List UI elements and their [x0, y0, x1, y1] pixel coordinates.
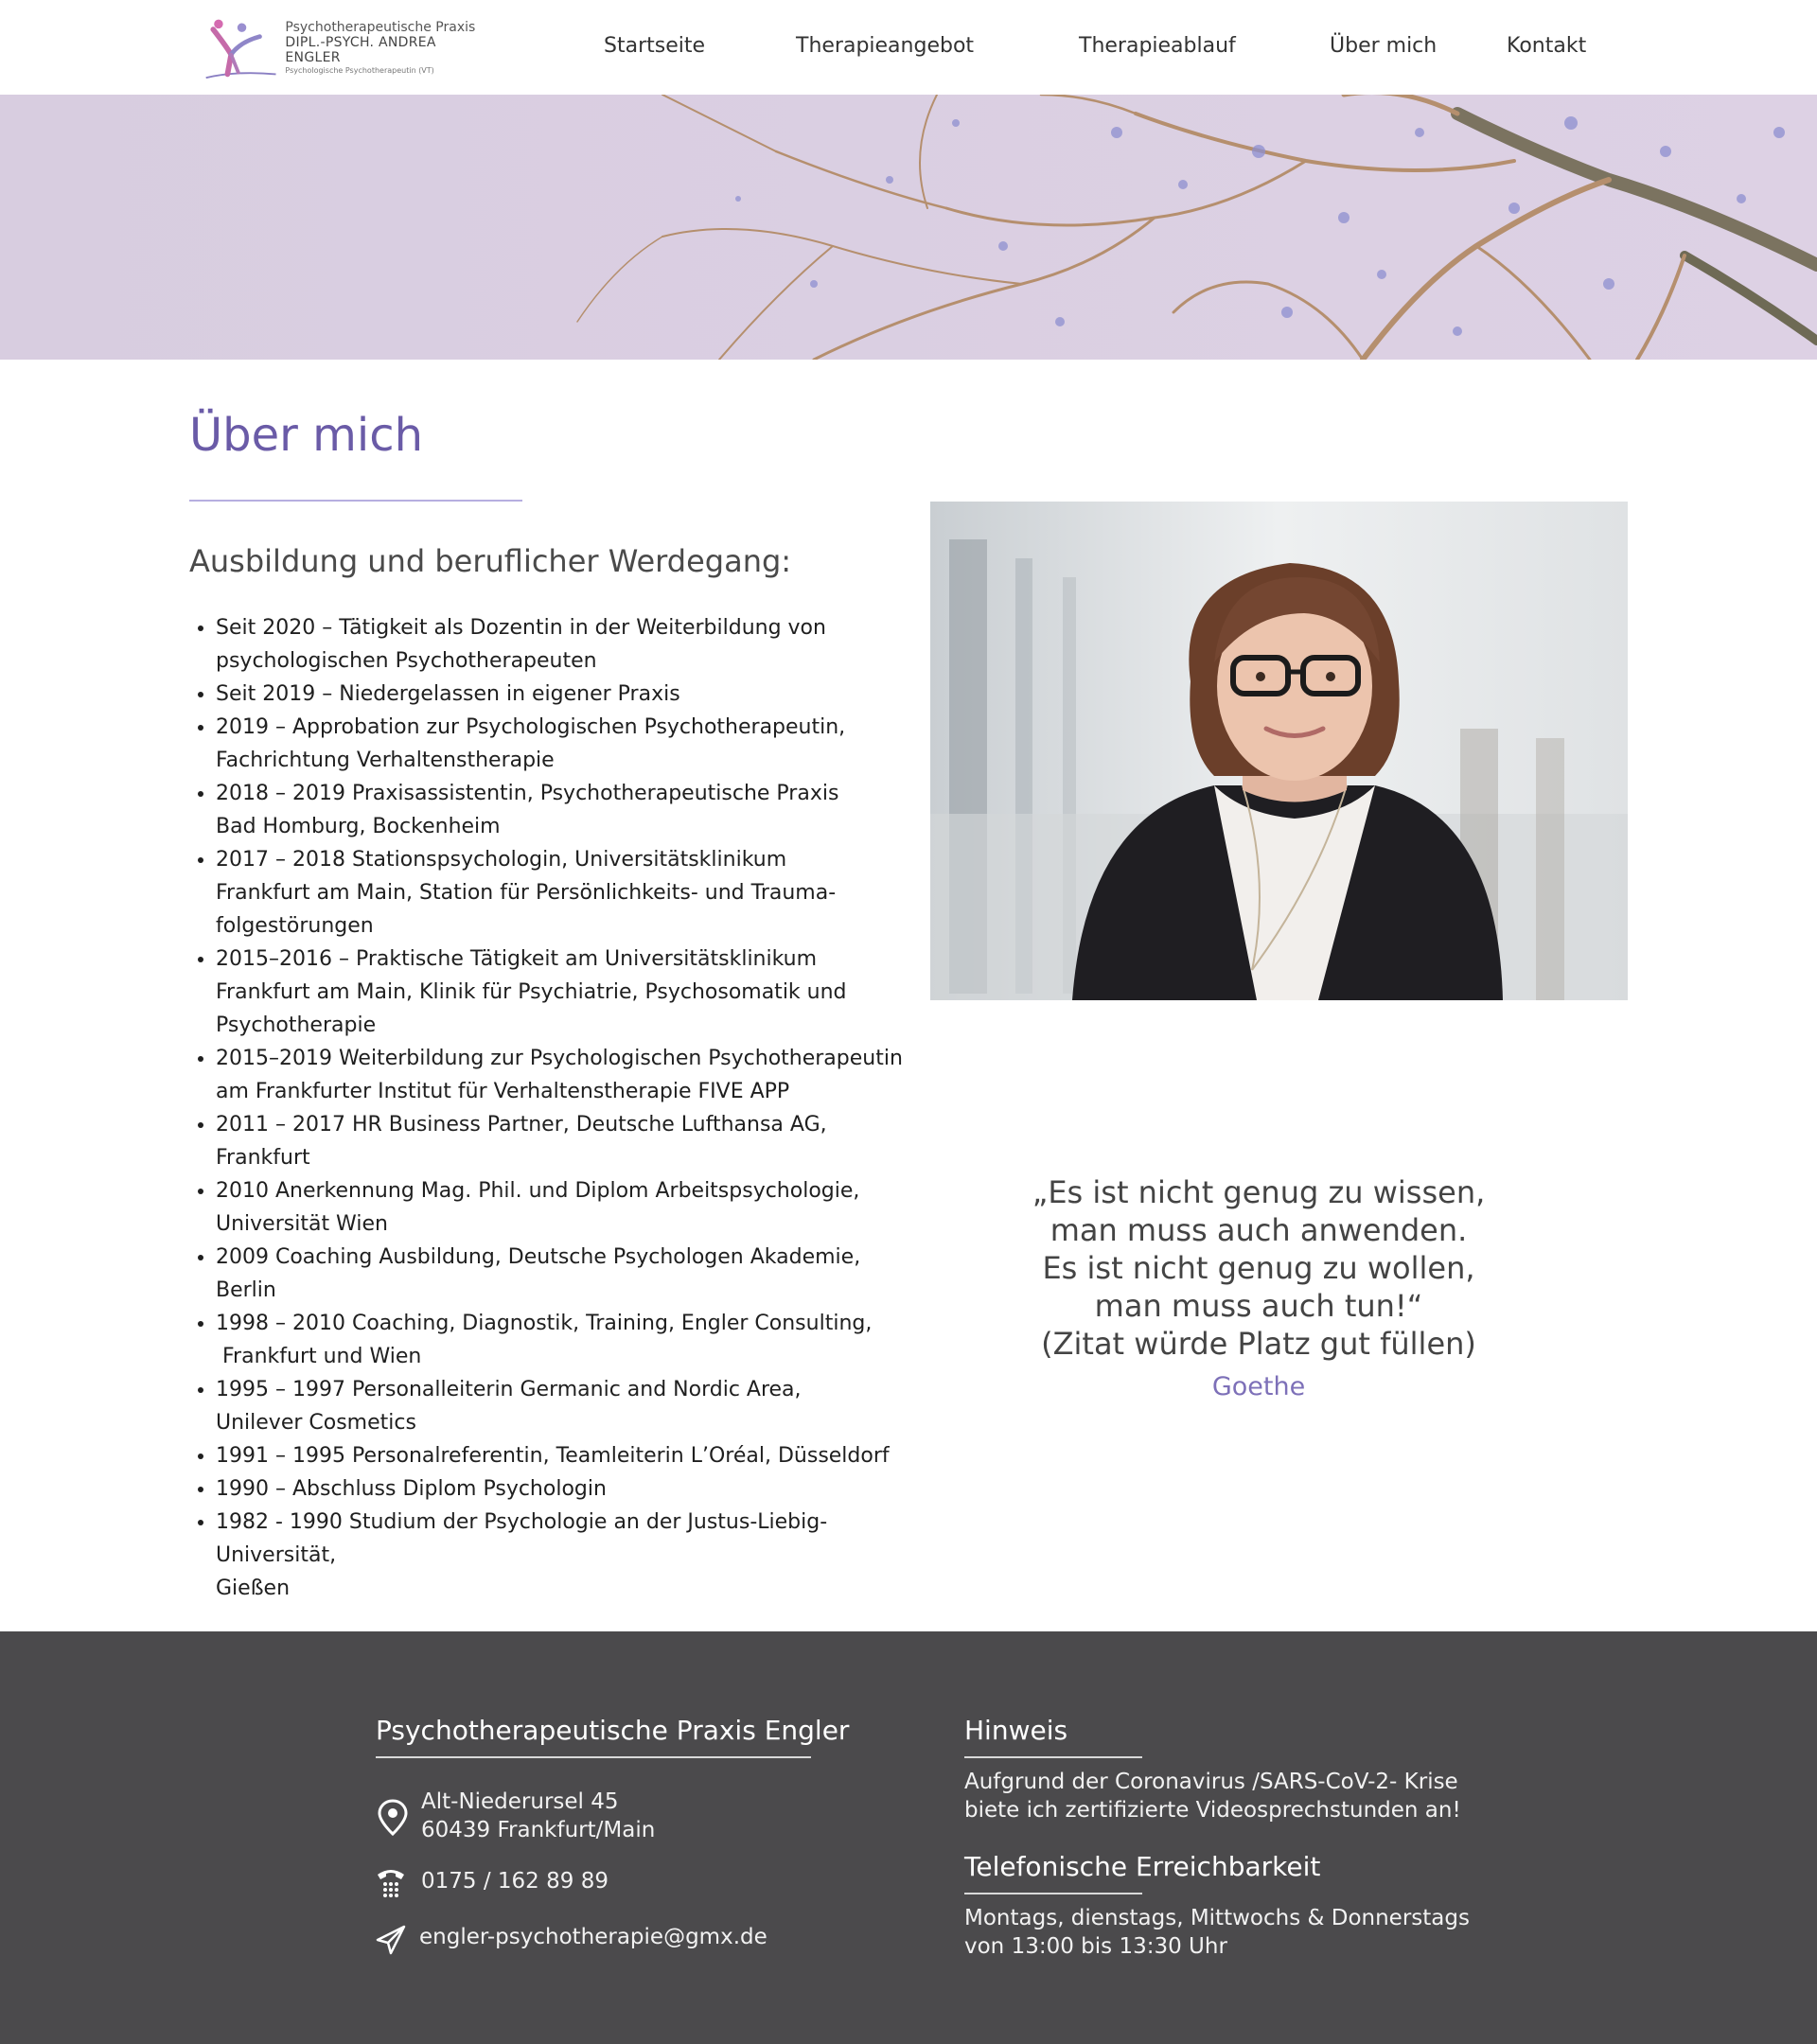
site-header	[0, 0, 1817, 95]
footer-phone-title: Telefonische Erreichbarkeit	[964, 1851, 1321, 1882]
cv-item: • 2018 – 2019 Praxisassistentin, Psychotherapeutische Praxis Bad Homburg, Bockenheim	[216, 777, 908, 843]
quote	[946, 1173, 1571, 1363]
paper-plane-icon	[375, 1921, 407, 1959]
cv-item: • Seit 2020 – Tätigkeit als Dozentin in der Weiterbildung von psychologischen Psychotherapeuten	[216, 611, 908, 678]
footer-email-link[interactable]: engler-psychotherapie@gmx.de	[419, 1925, 767, 1949]
portrait-image	[930, 502, 1628, 1000]
map-pin-icon	[377, 1798, 409, 1836]
tree-branches-image	[0, 95, 1817, 360]
quote-line: man muss auch tun!“	[1094, 1288, 1423, 1324]
nav-item-ueber-mich[interactable]: Über mich	[1330, 34, 1438, 58]
cv-item: • 1998 – 2010 Coaching, Diagnostik, Training, Engler Consulting, Frankfurt und Wien	[216, 1307, 908, 1373]
nav-item-kontakt[interactable]: Kontakt	[1507, 34, 1587, 58]
footer-address-line-1: Alt-Niederursel 45	[421, 1789, 619, 1814]
section-heading: Ausbildung und beruflicher Werdegang:	[189, 543, 792, 579]
nav-item-therapieablauf[interactable]: Therapieablauf	[1079, 34, 1236, 58]
logo-line-3: Psychologische Psychotherapeutin (VT)	[285, 65, 434, 75]
quote-line: „Es ist nicht genug zu wissen,	[1032, 1174, 1486, 1210]
cv-item: • 2019 – Approbation zur Psychologischen Psychotherapeutin, Fachrichtung Verhaltenstherapie	[216, 711, 908, 777]
footer-hours-line-2: von 13:00 bis 13:30 Uhr	[964, 1934, 1227, 1959]
cv-item: • 1991 – 1995 Personalreferentin, Teamleiterin L’Oréal, Düsseldorf	[216, 1439, 908, 1472]
title-divider	[189, 500, 522, 502]
quote-line: (Zitat würde Platz gut füllen)	[1041, 1326, 1476, 1362]
footer-notice-line-2: biete ich zertifizierte Videosprechstunden an!	[964, 1798, 1461, 1823]
cv-item: • 2015–2019 Weiterbildung zur Psychologischen Psychotherapeutin am Frankfurter Institut für Verhaltenstherapie FIVE APP	[216, 1042, 908, 1108]
logo-line-2: DIPL.-PSYCH. ANDREA ENGLER	[285, 35, 436, 66]
nav-item-startseite[interactable]: Startseite	[604, 34, 706, 58]
cv-item: • 2009 Coaching Ausbildung, Deutsche Psychologen Akademie, Berlin	[216, 1241, 908, 1307]
footer-notice-title: Hinweis	[964, 1715, 1068, 1746]
footer-divider	[964, 1893, 1142, 1894]
footer-divider	[964, 1756, 1142, 1758]
footer-divider	[376, 1756, 811, 1758]
footer-practice-title: Psychotherapeutische Praxis Engler	[376, 1715, 850, 1746]
cv-item: • 2011 – 2017 HR Business Partner, Deutsche Lufthansa AG, Frankfurt	[216, 1108, 908, 1174]
logo-line-1: Psychotherapeutische Praxis	[285, 20, 476, 36]
cv-list	[189, 611, 908, 1605]
quote-line: man muss auch anwenden.	[1050, 1212, 1468, 1248]
cv-item: • 2017 – 2018 Stationspsychologin, Universitätsklinikum Frankfurt am Main, Station für Persönlichkeits- und Trauma- folgestörungen	[216, 843, 908, 943]
main-nav	[0, 0, 1817, 95]
phone-icon	[375, 1863, 407, 1901]
footer-address-line-2: 60439 Frankfurt/Main	[421, 1818, 656, 1842]
footer-hours-line-1: Montags, dienstags, Mittwochs & Donnerstags	[964, 1906, 1470, 1930]
hero-banner	[0, 95, 1817, 360]
quote-line: Es ist nicht genug zu wollen,	[1042, 1250, 1475, 1286]
cv-item: • 1990 – Abschluss Diplom Psychologin	[216, 1472, 908, 1506]
cv-item: • 1982 - 1990 Studium der Psychologie an der Justus-Liebig-Universität, Gießen	[216, 1506, 908, 1605]
nav-item-therapieangebot[interactable]: Therapieangebot	[796, 34, 975, 58]
cv-item: • Seit 2019 – Niedergelassen in eigener Praxis	[216, 678, 908, 711]
cv-item: • 1995 – 1997 Personalleiterin Germanic and Nordic Area, Unilever Cosmetics	[216, 1373, 908, 1439]
portrait-photo	[930, 502, 1628, 1000]
site-footer	[0, 1631, 1817, 2044]
cv-item: • 2015–2016 – Praktische Tätigkeit am Universitätsklinikum Frankfurt am Main, Klinik für Psychiatrie, Psychosomatik und Psychotherapie	[216, 943, 908, 1042]
footer-notice-line-1: Aufgrund der Coronavirus /SARS-CoV-2- Krise	[964, 1770, 1458, 1794]
page-title: Über mich	[189, 409, 424, 462]
footer-phone-link[interactable]: 0175 / 162 89 89	[421, 1869, 609, 1894]
cv-item: • 2010 Anerkennung Mag. Phil. und Diplom Arbeitspsychologie, Universität Wien	[216, 1174, 908, 1241]
quote-author: Goethe	[1211, 1372, 1306, 1401]
